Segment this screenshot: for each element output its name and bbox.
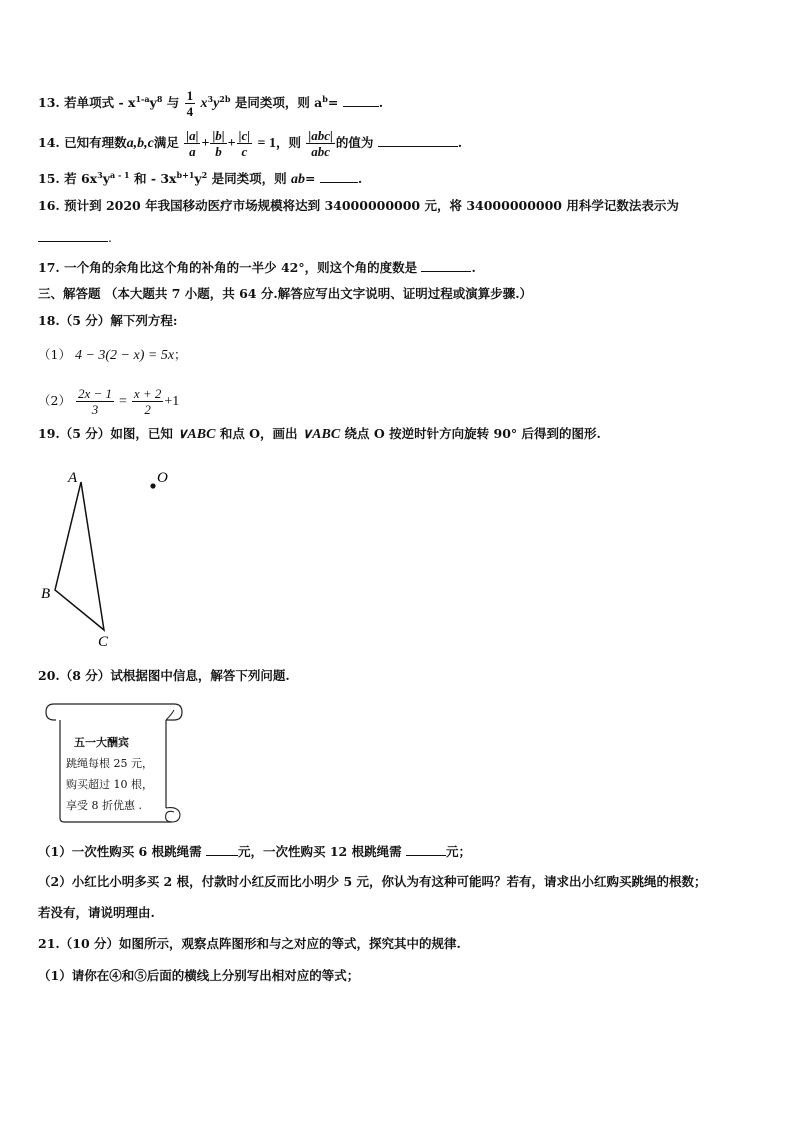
fraction-x-plus-2: $\frac{x + 2}{2}$ — [133, 386, 162, 417]
question-14: 14. 已知有理数a,b,c满足 $\frac{|a|}{a}$ + $\frac{|b|}{b}$ + $\frac{|c|}{c}$ = 1，则 $\frac{\text{|abc|}}{\text{abc}}$ 的值为 . — [38, 128, 463, 159]
section-heading: 三、解答题 （本大题共 7 小题，共 64 分.解答应写出文字说明、证明过程或演算步骤.） — [38, 286, 533, 301]
question-21: 21.（10 分）如图所示，观察点阵图形和与之对应的等式，探究其中的规律. — [38, 936, 461, 951]
question-18: 18.（5 分）解下列方程: — [38, 313, 178, 328]
fraction-abs-abc: $\frac{\text{|abc|}}{\text{abc}}$ — [308, 128, 333, 159]
answer-blank[interactable] — [406, 843, 446, 856]
question-16-answer-line: . — [38, 229, 112, 247]
question-18-part-2: （2） $\frac{2x - 1}{3}$ = $\frac{x + 2}{2}$ +1 — [38, 386, 180, 417]
answer-blank[interactable] — [38, 229, 108, 242]
question-20-part-1: （1）一次性购买 6 根跳绳需 元，一次性购买 12 根跳绳需 元； — [38, 844, 471, 859]
question-17: 17. 一个角的余角比这个角的补角的一半少 42°，则这个角的度数是 . — [38, 260, 476, 275]
answer-blank[interactable] — [320, 170, 358, 183]
question-21-part-1: （1）请你在④和⑤后面的横线上分别写出相对应的等式； — [38, 968, 360, 983]
triangle-abc — [55, 482, 104, 630]
question-20-part-2: （2）小红比小明多买 2 根，付款时小红反而比小明少 5 元，你认为有这种可能吗？若有，请求出小红购买跳绳的根数； — [38, 874, 707, 889]
question-19: 19.（5 分）如图，已知 ∨ABC 和点 O，画出 ∨ABC 绕点 O 按逆时针方向旋转 90° 后得到的图形. — [38, 426, 601, 442]
label-a: A — [68, 470, 78, 486]
label-b: B — [41, 586, 51, 602]
answer-blank[interactable] — [343, 94, 379, 107]
answer-blank[interactable] — [421, 259, 471, 272]
triangle-figure — [30, 460, 190, 650]
question-18-part-1: （1） 4 − 3(2 − x) = 5x； — [38, 347, 187, 363]
fraction-abs-c: $\frac{|c|}{c}$ — [238, 128, 251, 159]
fraction-abs-b: $\frac{|b|}{b}$ — [212, 128, 225, 159]
fraction-one-quarter: $\frac{1}{4}$ — [186, 88, 194, 119]
question-16: 16. 预计到 2020 年我国移动医疗市场规模将达到 34000000000 元，将 34000000000 用科学记数法表示为 — [38, 198, 679, 213]
promotion-text: 五一大酬宾 跳绳每根 25 元， 购买超过 10 根， 享受 8 折优惠 . — [66, 736, 153, 812]
answer-blank[interactable] — [206, 843, 238, 856]
label-c: C — [98, 634, 109, 650]
answer-blank[interactable] — [378, 134, 458, 147]
label-o: O — [157, 470, 168, 486]
fraction-2x-minus-1: $\frac{2x - 1}{3}$ — [77, 386, 112, 417]
question-13: 13. 若单项式 - $x^{1-a}y^8$ 与 $\frac{1}{4}$ $x^3y^{2b}$ 是同类项，则 $a^b=$ . — [38, 88, 384, 119]
question-20: 20.（8 分）试根据图中信息，解答下列问题. — [38, 668, 290, 683]
point-o — [150, 483, 155, 488]
question-15: 15. 若 $6x^3y^{a - 1}$ 和 - $3x^{b+1}y^2$ 是同类项，则 ab= . — [38, 170, 363, 188]
fraction-abs-a: $\frac{|a|}{a}$ — [186, 128, 199, 159]
question-20-part-2-continued: 若没有，请说明理由. — [38, 905, 155, 920]
